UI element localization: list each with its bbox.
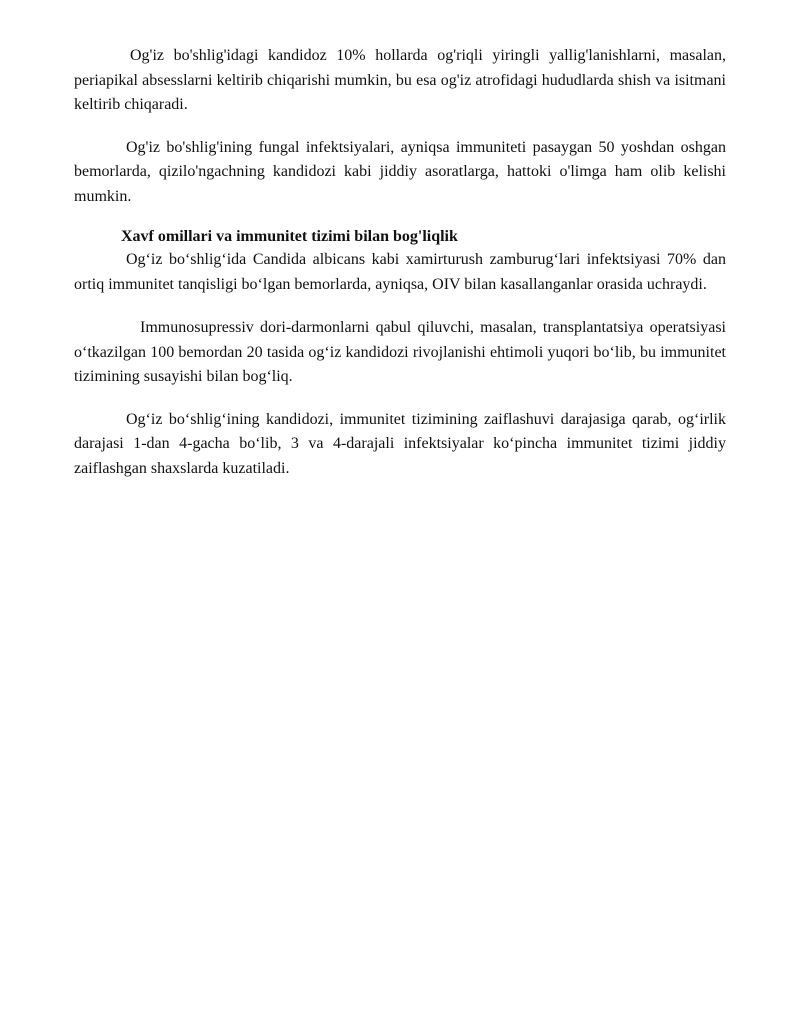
paragraph-spacer	[74, 118, 726, 136]
paragraph-immunosuppressive-drugs: Immunosupressiv dori-darmonlarni qabul qiluvchi, masalan, transplantatsiya operatsiyasi o‘tkazilgan 100 bemordan 20 tasida og‘iz kandidozi rivojlanishi ehtimoli yuqori bo‘lib, bu immunitet tizimining susayishi bilan bog‘liq.	[74, 319, 726, 385]
paragraph-spacer	[74, 297, 726, 316]
paragraph-spacer	[74, 390, 726, 408]
paragraph-candidiasis-abscess: Og'iz bo'shlig'idagi kandidoz 10% hollarda og'riqli yiringli yallig'lanishlarni, masalan, periapikal absesslarni keltirib chiqarishi mumkin, bu esa og'iz atrofidagi hududlarda shish va isitmani keltirib chiqaradi.	[74, 47, 726, 113]
paragraph-candida-albicans: Og‘iz bo‘shlig‘ida Candida albicans kabi xamirturush zamburug‘lari infektsiyasi 70% dan ortiq immunitet tanqisligi bo‘lgan bemorlarda, ayniqsa, OIV bilan kasallanganlar orasida uchraydi.	[74, 251, 726, 293]
document-page	[74, 44, 726, 481]
paragraph-severity-grades: Og‘iz bo‘shlig‘ining kandidozi, immunitet tizimining zaiflashuvi darajasiga qarab, og‘irlik darajasi 1-dan 4-gacha bo‘lib, 3 va 4-darajali infektsiyalar ko‘pincha immunitet tizimi jiddiy zaiflashgan shaxslarda kuzatiladi.	[74, 410, 726, 477]
paragraph-fungal-infections: Og'iz bo'shlig'ining fungal infektsiyalari, ayniqsa immuniteti pasaygan 50 yoshdan oshgan bemorlarda, qizilo'ngachning kandidozi kabi jiddiy asoratlarga, hattoki o'limga ham olib kelishi mumkin.	[74, 138, 726, 205]
section-heading: Xavf omillari va immunitet tizimi bilan bog'liqlik	[121, 228, 458, 245]
paragraph-spacer	[74, 209, 726, 226]
